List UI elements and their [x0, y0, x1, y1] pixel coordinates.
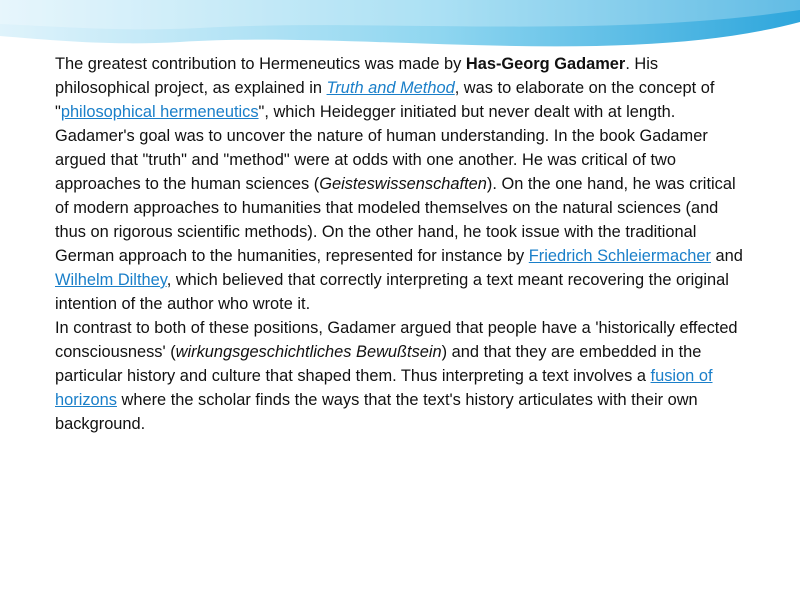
text-segment: , which believed that correctly interpreting a text meant recovering the original intention of the author who wrote it. — [55, 271, 729, 313]
paragraph-historical-consciousness — [55, 316, 745, 436]
term-geisteswissenschaften: Geisteswissenschaften — [319, 175, 487, 193]
text-segment: ). On the one hand, he was critical of modern approaches to humanities that modeled themselves on the natural sciences (and thus on rigorous scientific methods). On the other hand, he took issue with the traditional German approach to the humanities, represented for instance by — [55, 175, 736, 265]
link-friedrich-schleiermacher[interactable]: Friedrich Schleiermacher — [528, 247, 711, 265]
term-wirkungsgeschichtliches: wirkungsgeschichtliches Bewußtsein — [175, 343, 442, 361]
article-text — [55, 52, 745, 436]
text-segment: The greatest contribution to Hermeneutics was made by — [55, 55, 466, 73]
text-segment: . His philosophical project, as explained in — [55, 55, 659, 97]
link-philosophical-hermeneutics[interactable]: philosophical hermeneutics — [60, 103, 259, 121]
text-segment: where the scholar finds the ways that the text's history articulates with their own background. — [55, 391, 698, 433]
link-fusion-of-horizons[interactable]: fusion of horizons — [55, 367, 713, 409]
text-segment: , was to elaborate on the concept of " — [55, 79, 715, 121]
author-name-bold: Has-Georg Gadamer — [465, 55, 626, 73]
link-wilhelm-dilthey[interactable]: Wilhelm Dilthey — [55, 271, 167, 289]
text-segment: and — [710, 247, 743, 265]
text-segment: ) and that they are embedded in the particular history and culture that shaped them. Thus interpreting a text involves a — [55, 343, 702, 385]
link-truth-and-method[interactable]: Truth and Method — [326, 79, 455, 97]
text-segment: ", which Heidegger initiated but never dealt with at length. Gadamer's goal was to uncover the nature of human understanding. In the book Gadamer argued that "truth" and "method" were at odds with one another. He was critical of two approaches to the human sciences ( — [55, 103, 708, 193]
paragraph-gadamer-intro — [55, 52, 745, 316]
text-segment: In contrast to both of these positions, Gadamer argued that people have a 'historically effected consciousness' ( — [55, 319, 738, 361]
